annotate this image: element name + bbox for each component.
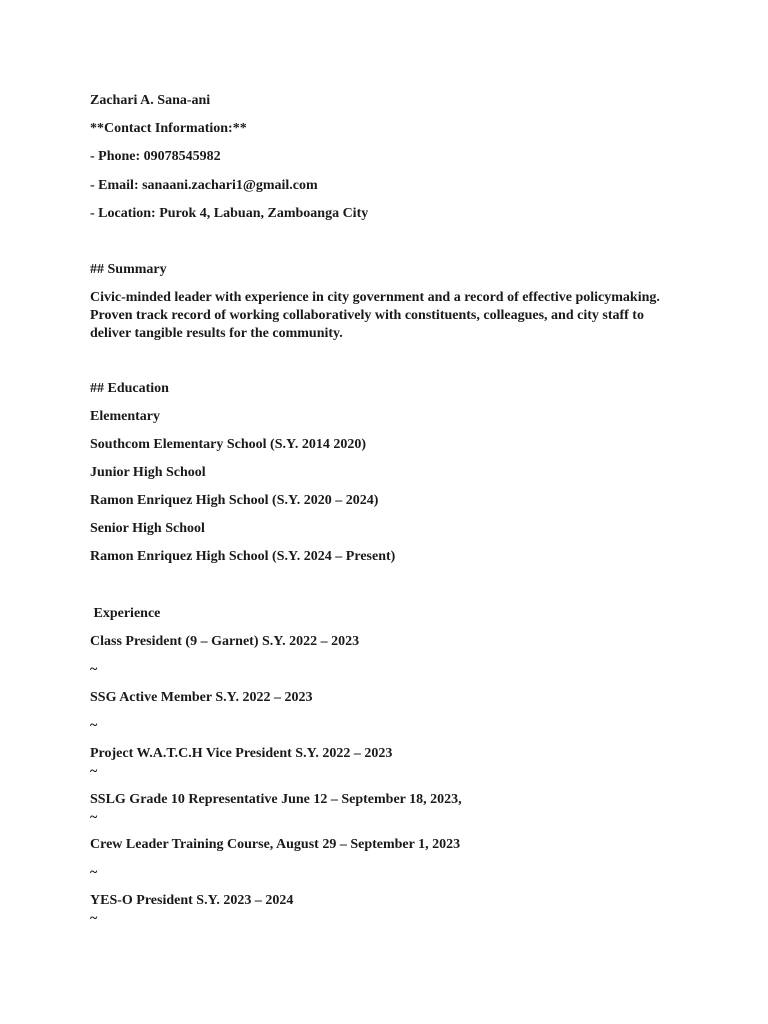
experience-line: YES-O President S.Y. 2023 – 2024 (90, 893, 294, 908)
experience-line: Class President (9 – Garnet) S.Y. 2022 – 2023 (90, 634, 360, 649)
resume-name: Zachari A. Sana-ani (90, 93, 211, 108)
experience-separator: ~ (90, 764, 98, 779)
contact-email: - Email: sanaani.zachari1@gmail.com (90, 178, 318, 193)
education-line: Southcom Elementary School (S.Y. 2014 2020) (90, 437, 366, 452)
experience-separator: ~ (90, 810, 98, 825)
contact-phone: - Phone: 09078545982 (90, 149, 221, 164)
experience-line: SSG Active Member S.Y. 2022 – 2023 (90, 690, 313, 705)
summary-heading: ## Summary (90, 262, 167, 277)
education-line: Ramon Enriquez High School (S.Y. 2020 – 2024) (90, 493, 379, 508)
experience-separator: ~ (90, 718, 98, 733)
contact-heading: **Contact Information:** (90, 121, 247, 136)
experience-line: Project W.A.T.C.H Vice President S.Y. 2022 – 2023 (90, 746, 393, 761)
education-line: Junior High School (90, 465, 206, 480)
experience-separator: ~ (90, 865, 98, 880)
experience-line: Crew Leader Training Course, August 29 – September 1, 2023 (90, 837, 461, 852)
summary-text: Civic-minded leader with experience in city government and a record of effective policymaking. Proven track record of working collaboratively with constituents, colleagues, and city staff to deliver tangible results for the community. (90, 290, 660, 341)
education-line: Senior High School (90, 521, 205, 536)
experience-heading: Experience (90, 606, 161, 621)
experience-line: SSLG Grade 10 Representative June 12 – September 18, 2023, (90, 792, 462, 807)
education-heading: ## Education (90, 381, 169, 396)
education-line: Elementary (90, 409, 160, 424)
contact-location: - Location: Purok 4, Labuan, Zamboanga City (90, 206, 369, 221)
education-line: Ramon Enriquez High School (S.Y. 2024 – Present) (90, 549, 396, 564)
experience-separator: ~ (90, 911, 98, 926)
experience-separator: ~ (90, 662, 98, 677)
